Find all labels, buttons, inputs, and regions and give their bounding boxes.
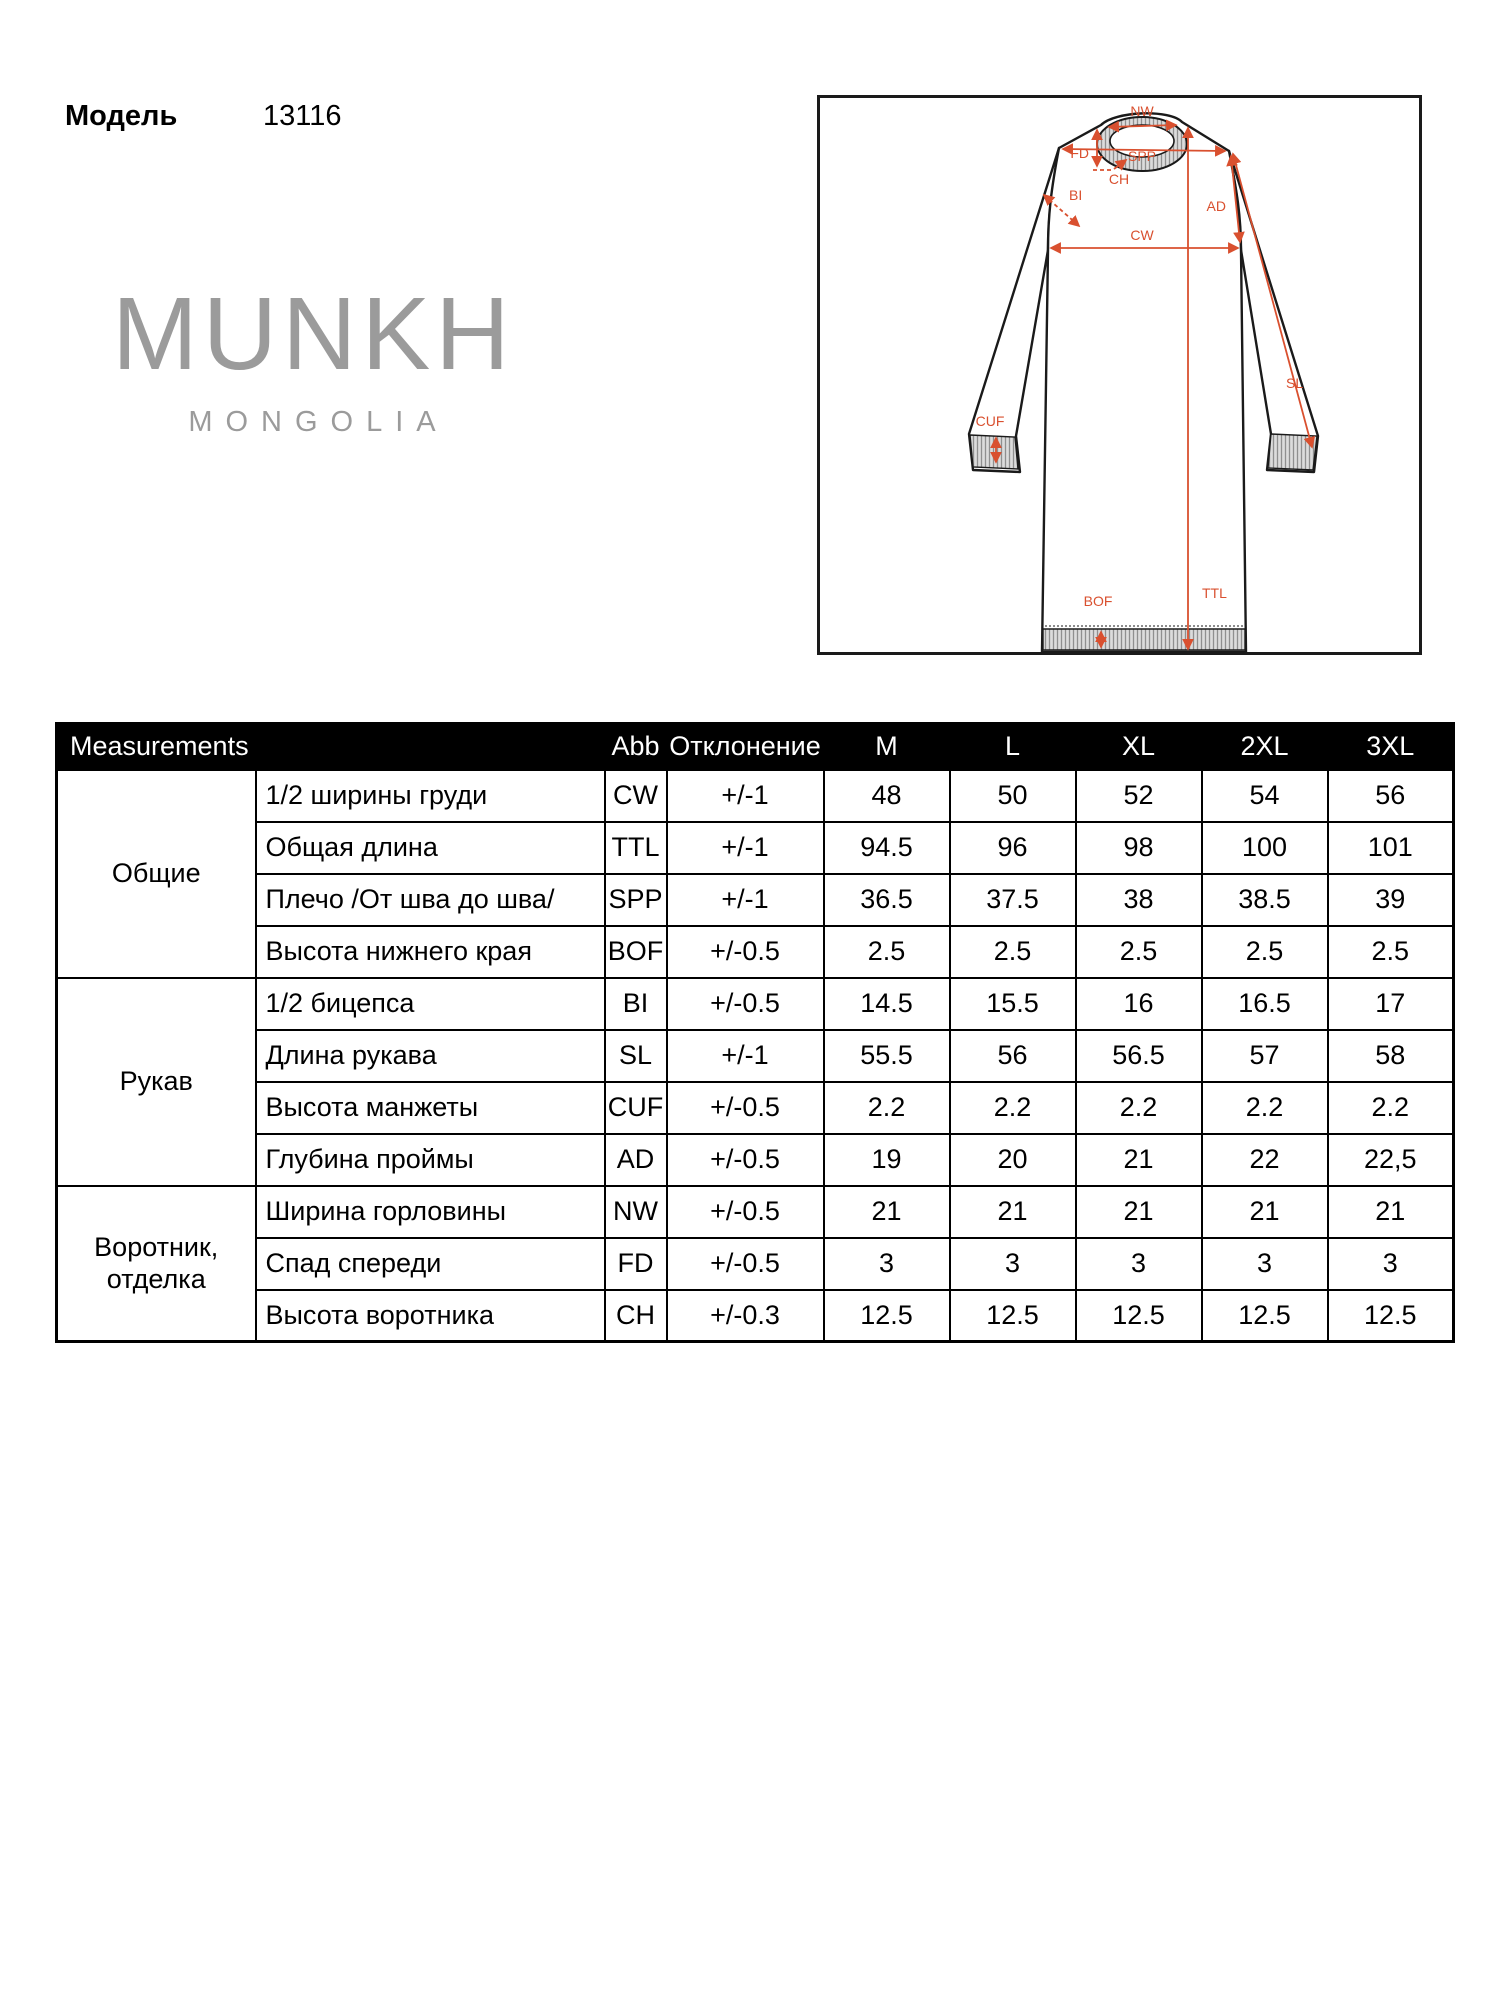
garment-outline (969, 113, 1318, 652)
row-abb: FD (605, 1238, 667, 1290)
row-value: 39 (1328, 874, 1454, 926)
row-value: 58 (1328, 1030, 1454, 1082)
row-label: 1/2 ширины груди (256, 770, 605, 822)
row-abb: SL (605, 1030, 667, 1082)
group-cell: Рукав (57, 978, 256, 1186)
row-value: 21 (1202, 1186, 1328, 1238)
row-label: Высота воротника (256, 1290, 605, 1342)
cuf-label: CUF (975, 413, 1005, 429)
row-abb: BOF (605, 926, 667, 978)
brand-subtitle: MONGOLIA (188, 406, 449, 439)
header-size-3xl: 3XL (1328, 724, 1454, 770)
row-deviation: +/-1 (667, 1030, 824, 1082)
table-row (57, 1238, 1454, 1290)
spp-label: SPP (1127, 148, 1157, 164)
row-value: 21 (1076, 1134, 1202, 1186)
table-row (57, 770, 1454, 822)
nw-label: NW (1130, 103, 1154, 119)
row-value: 19 (824, 1134, 950, 1186)
row-value: 12.5 (1202, 1290, 1328, 1342)
header-size-xl: XL (1076, 724, 1202, 770)
row-label: Высота нижнего края (256, 926, 605, 978)
row-deviation: +/-0.5 (667, 1082, 824, 1134)
row-value: 20 (950, 1134, 1076, 1186)
table-row (57, 874, 1454, 926)
row-label: Плечо /От шва до шва/ (256, 874, 605, 926)
table-row (57, 1082, 1454, 1134)
row-abb: TTL (605, 822, 667, 874)
row-value: 21 (1328, 1186, 1454, 1238)
row-value: 2.5 (1202, 926, 1328, 978)
row-value: 12.5 (1328, 1290, 1454, 1342)
row-value: 2.5 (824, 926, 950, 978)
table-row (57, 1134, 1454, 1186)
row-value: 2.2 (824, 1082, 950, 1134)
row-value: 55.5 (824, 1030, 950, 1082)
row-value: 96 (950, 822, 1076, 874)
cw-label: CW (1130, 227, 1154, 243)
header-size-m: M (824, 724, 950, 770)
header-abb: Abb (605, 724, 667, 770)
table-row (57, 1030, 1454, 1082)
row-value: 3 (1202, 1238, 1328, 1290)
row-value: 22 (1202, 1134, 1328, 1186)
row-deviation: +/-0.5 (667, 926, 824, 978)
row-value: 21 (1076, 1186, 1202, 1238)
row-value: 3 (950, 1238, 1076, 1290)
row-value: 2.2 (1202, 1082, 1328, 1134)
brand-logo (112, 276, 515, 439)
table-row (57, 1290, 1454, 1342)
row-value: 2.5 (950, 926, 1076, 978)
row-value: 16.5 (1202, 978, 1328, 1030)
row-abb: BI (605, 978, 667, 1030)
header-deviation: Отклонение (667, 724, 824, 770)
row-value: 2.2 (1328, 1082, 1454, 1134)
row-label: 1/2 бицепса (256, 978, 605, 1030)
row-value: 101 (1328, 822, 1454, 874)
row-label: Ширина горловины (256, 1186, 605, 1238)
row-deviation: +/-0.5 (667, 1186, 824, 1238)
ch-label: CH (1108, 171, 1130, 187)
group-cell: Воротник, отделка (57, 1186, 256, 1342)
row-deviation: +/-0.5 (667, 978, 824, 1030)
row-value: 94.5 (824, 822, 950, 874)
row-value: 2.2 (950, 1082, 1076, 1134)
row-deviation: +/-0.5 (667, 1238, 824, 1290)
row-deviation: +/-1 (667, 770, 824, 822)
row-value: 17 (1328, 978, 1454, 1030)
row-value: 38 (1076, 874, 1202, 926)
row-deviation: +/-1 (667, 822, 824, 874)
row-abb: NW (605, 1186, 667, 1238)
measurements-table (55, 722, 1455, 1343)
bi-label: BI (1069, 187, 1083, 203)
row-value: 56 (1328, 770, 1454, 822)
table-row (57, 978, 1454, 1030)
row-value: 16 (1076, 978, 1202, 1030)
sl-label: SL (1286, 375, 1304, 391)
row-value: 12.5 (950, 1290, 1076, 1342)
model-label: Модель (65, 100, 178, 132)
row-value: 38.5 (1202, 874, 1328, 926)
row-value: 3 (1328, 1238, 1454, 1290)
row-value: 15.5 (950, 978, 1076, 1030)
row-label: Длина рукава (256, 1030, 605, 1082)
row-value: 2.2 (1076, 1082, 1202, 1134)
row-value: 12.5 (824, 1290, 950, 1342)
measurements-tbody (57, 770, 1454, 1342)
row-abb: AD (605, 1134, 667, 1186)
row-value: 100 (1202, 822, 1328, 874)
row-value: 52 (1076, 770, 1202, 822)
header-size-2xl: 2XL (1202, 724, 1328, 770)
row-value: 37.5 (950, 874, 1076, 926)
row-value: 3 (824, 1238, 950, 1290)
row-value: 12.5 (1076, 1290, 1202, 1342)
garment-diagram-frame (817, 95, 1422, 655)
row-value: 22,5 (1328, 1134, 1454, 1186)
model-number: 13116 (263, 100, 342, 132)
row-value: 2.5 (1076, 926, 1202, 978)
ad-label: AD (1206, 198, 1226, 214)
row-value: 56 (950, 1030, 1076, 1082)
ttl-label: TTL (1202, 585, 1227, 601)
table-row (57, 1186, 1454, 1238)
row-value: 21 (950, 1186, 1076, 1238)
row-value: 54 (1202, 770, 1328, 822)
row-value: 57 (1202, 1030, 1328, 1082)
row-value: 36.5 (824, 874, 950, 926)
row-value: 3 (1076, 1238, 1202, 1290)
row-value: 48 (824, 770, 950, 822)
row-deviation: +/-0.5 (667, 1134, 824, 1186)
row-label: Спад спереди (256, 1238, 605, 1290)
header-measurements: Measurements (57, 724, 605, 770)
row-abb: SPP (605, 874, 667, 926)
row-value: 98 (1076, 822, 1202, 874)
row-abb: CW (605, 770, 667, 822)
row-abb: CH (605, 1290, 667, 1342)
row-value: 2.5 (1328, 926, 1454, 978)
table-header-row (57, 724, 1454, 770)
brand-name: MUNKH (112, 276, 515, 391)
group-cell: Общие (57, 770, 256, 978)
row-value: 56.5 (1076, 1030, 1202, 1082)
bof-label: BOF (1083, 593, 1113, 609)
table-row (57, 926, 1454, 978)
garment-diagram (820, 98, 1419, 652)
table-row (57, 822, 1454, 874)
row-value: 21 (824, 1186, 950, 1238)
row-value: 50 (950, 770, 1076, 822)
row-label: Общая длина (256, 822, 605, 874)
row-abb: CUF (605, 1082, 667, 1134)
fd-label: FD (1070, 145, 1089, 161)
header-size-l: L (950, 724, 1076, 770)
row-deviation: +/-1 (667, 874, 824, 926)
row-label: Глубина проймы (256, 1134, 605, 1186)
row-value: 14.5 (824, 978, 950, 1030)
row-deviation: +/-0.3 (667, 1290, 824, 1342)
row-label: Высота манжеты (256, 1082, 605, 1134)
